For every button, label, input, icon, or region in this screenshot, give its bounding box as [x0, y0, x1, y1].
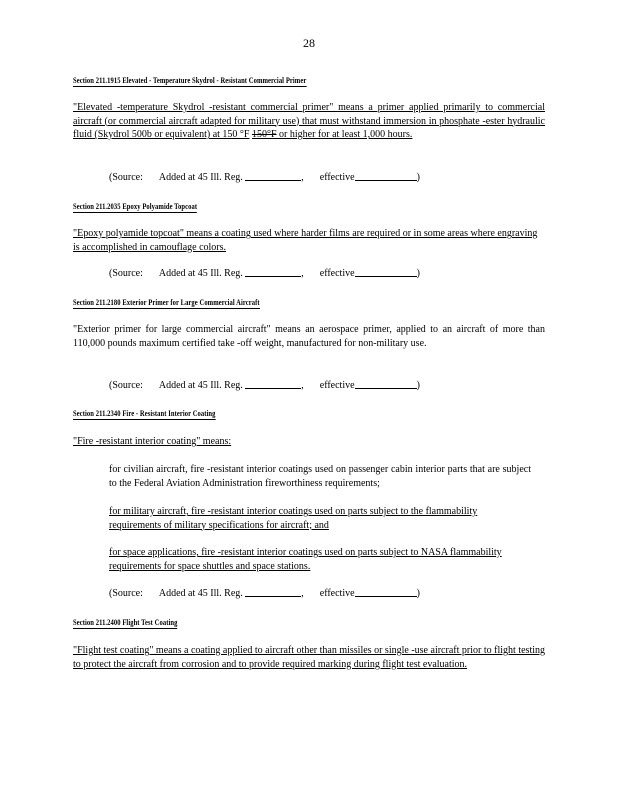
struck-text: 150°F: [251, 129, 277, 140]
source-note: (Source: Added at 45 Ill. Reg. , effective ): [109, 268, 420, 279]
effective-label: effective: [319, 588, 355, 599]
blank-line: [355, 388, 417, 389]
definition-text: "Elevated -temperature Skydrol -resistant commercial primer" means a primer applied primarily to commercial aircraft (or commercial aircraft adapted for military use) that must withstand immersion in phosphate -ester hydraulic fluid (Skydrol 500b or equivalent) at 150 °F: [73, 102, 545, 140]
list-item-civilian-aircraft: [109, 463, 531, 490]
source-close: ): [416, 268, 420, 279]
source-close: ): [416, 380, 420, 391]
source-label: (Source:: [109, 588, 143, 599]
source-note: (Source: Added at 45 Ill. Reg. , effective ): [109, 172, 420, 183]
list-item-text: for military aircraft, fire -resistant interior coatings used on parts subject to the flammability requirements of military specifications for aircraft; and: [109, 506, 478, 531]
definition-fire-resistant-interior-coating: [73, 435, 545, 449]
source-text: Added at 45 Ill. Reg.: [158, 172, 243, 183]
definition-elevated-temperature-primer: [73, 101, 545, 142]
effective-label: effective: [319, 268, 355, 279]
source-note: (Source: Added at 45 Ill. Reg. , effective ): [109, 380, 420, 391]
section-heading-211-2340: Section 211.2340 Fire - Resistant Interior Coating: [73, 409, 216, 418]
list-item-text: for space applications, fire -resistant interior coatings used on parts subject to NASA flammability requirements for space shuttles and space stations.: [109, 547, 502, 572]
source-label: (Source:: [109, 268, 143, 279]
section-heading-211-1915: Section 211.1915 Elevated - Temperature Skydrol - Resistant Commercial Primer: [73, 76, 307, 85]
definition-text: "Exterior primer for large commercial aircraft" means an aerospace primer, applied to an aircraft of more than 110,000 pounds maximum certified take -off weight, manufactured for non-military use.: [73, 324, 545, 349]
source-text: Added at 45 Ill. Reg.: [158, 268, 243, 279]
blank-line: [355, 596, 417, 597]
section-heading-211-2180: Section 211.2180 Exterior Primer for Large Commercial Aircraft: [73, 298, 260, 307]
page-number: 28: [303, 36, 315, 50]
source-note: (Source: Added at 45 Ill. Reg. , effective ): [109, 588, 420, 599]
list-item-space-applications: [109, 546, 531, 573]
definition-text: "Fire -resistant interior coating" means:: [73, 436, 232, 447]
source-label: (Source:: [109, 380, 143, 391]
blank-line: [245, 276, 301, 277]
source-close: ): [416, 172, 420, 183]
definition-text: "Epoxy polyamide topcoat" means a coating used where harder films are required or in some areas where engraving is accomplished in camouflage colors.: [73, 228, 538, 253]
blank-line: [245, 180, 301, 181]
blank-line: [245, 596, 301, 597]
source-label: (Source:: [109, 172, 143, 183]
source-text: Added at 45 Ill. Reg.: [158, 588, 243, 599]
definition-tail: or higher for at least 1,000 hours.: [276, 129, 413, 140]
effective-label: effective: [319, 380, 355, 391]
source-text: Added at 45 Ill. Reg.: [158, 380, 243, 391]
blank-line: [355, 276, 417, 277]
section-heading-211-2400: Section 211.2400 Flight Test Coating: [73, 618, 178, 627]
blank-line: [355, 180, 417, 181]
definition-epoxy-polyamide-topcoat: [73, 227, 545, 254]
list-item-text: for civilian aircraft, fire -resistant interior coatings used on passenger cabin interior parts that are subject to the Federal Aviation Administration fireworthiness requirements;: [109, 464, 531, 489]
blank-line: [245, 388, 301, 389]
definition-flight-test-coating: [73, 644, 545, 671]
definition-text: "Flight test coating" means a coating applied to aircraft other than missiles or single -use aircraft prior to flight testing to protect the aircraft from corrosion and to provide required marking during flight test evaluation.: [73, 645, 545, 670]
list-item-military-aircraft: [109, 505, 531, 532]
source-close: ): [416, 588, 420, 599]
definition-exterior-primer: [73, 323, 545, 350]
section-heading-211-2035: Section 211.2035 Epoxy Polyamide Topcoat: [73, 202, 198, 211]
effective-label: effective: [319, 172, 355, 183]
